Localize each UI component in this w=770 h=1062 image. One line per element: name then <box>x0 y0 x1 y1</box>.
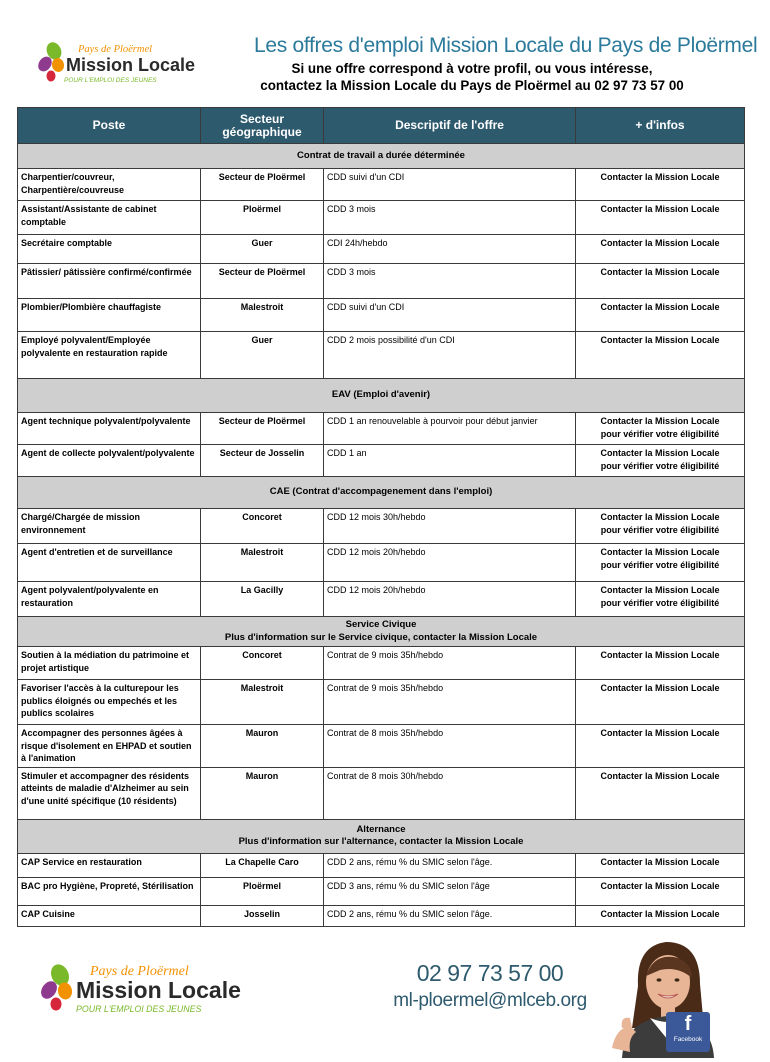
cell-descriptif: CDD 12 mois 20h/hebdo <box>324 582 576 617</box>
subtitle-line-2: contactez la Mission Locale du Pays de Ploërmel au 02 97 73 57 00 <box>260 78 684 93</box>
table-body <box>18 144 745 927</box>
cell-secteur: La Chapelle Caro <box>201 853 324 877</box>
cell-secteur: Guer <box>201 332 324 379</box>
facebook-badge[interactable] <box>666 1012 710 1052</box>
contact-mission-locale: Contacter la Mission Locale <box>600 856 720 867</box>
job-offers-table <box>17 107 745 927</box>
section-header <box>18 617 745 647</box>
section-header-row <box>18 477 745 509</box>
cell-poste: Agent technique polyvalent/polyvalente <box>18 413 201 445</box>
cell-descriptif: CDD suivi d'un CDI <box>324 299 576 332</box>
cell-descriptif: Contrat de 9 mois 35h/hebdo <box>324 647 576 680</box>
cell-descriptif: CDD 12 mois 30h/hebdo <box>324 509 576 544</box>
cell-poste: Chargé/Chargée de mission environnement <box>18 509 201 544</box>
cell-poste: Agent de collecte polyvalent/polyvalente <box>18 445 201 477</box>
cell-poste: Agent polyvalent/polyvalente en restauration <box>18 582 201 617</box>
section-title: Alternance <box>356 823 406 835</box>
facebook-caption: Facebook <box>673 1036 703 1043</box>
cell-descriptif: Contrat de 8 mois 35h/hebdo <box>324 725 576 768</box>
eligibility-note: pour vérifier votre éligibilité <box>600 524 720 535</box>
cell-infos <box>576 582 745 617</box>
eligibility-note: pour vérifier votre éligibilité <box>600 460 720 471</box>
table-row <box>18 201 745 235</box>
contact-mission-locale: Contacter la Mission Locale <box>600 204 720 214</box>
section-header <box>18 819 745 853</box>
table-row <box>18 767 745 819</box>
cell-secteur: Mauron <box>201 725 324 768</box>
contact-mission-locale: Contacter la Mission Locale <box>600 512 720 522</box>
table-row <box>18 582 745 617</box>
eligibility-note: pour vérifier votre éligibilité <box>600 428 720 439</box>
section-header-row <box>18 379 745 413</box>
eligibility-note: pour vérifier votre éligibilité <box>600 597 720 608</box>
logo-name: Mission Locale <box>76 977 241 1003</box>
contact-mission-locale: Contacter la Mission Locale <box>600 728 720 738</box>
cell-infos <box>576 169 745 201</box>
logo-pays: Pays de Ploërmel <box>78 44 153 55</box>
table-row <box>18 647 745 680</box>
cell-infos <box>576 445 745 477</box>
table-row <box>18 509 745 544</box>
table-row <box>18 332 745 379</box>
column-header-poste: Poste <box>18 108 201 144</box>
cell-descriptif: CDI 24h/hebdo <box>324 235 576 264</box>
cell-secteur: Secteur de Josselin <box>201 445 324 477</box>
cell-infos <box>576 299 745 332</box>
contact-mission-locale: Contacter la Mission Locale <box>600 172 720 182</box>
cell-secteur: Guer <box>201 235 324 264</box>
column-header-infos: + d'infos <box>576 108 745 144</box>
cell-poste: CAP Cuisine <box>18 905 201 926</box>
mission-locale-logo <box>38 38 198 90</box>
table-row <box>18 853 745 877</box>
column-header-descriptif: Descriptif de l'offre <box>324 108 576 144</box>
cell-infos <box>576 680 745 725</box>
contact-mission-locale: Contacter la Mission Locale <box>600 416 720 426</box>
mission-locale-logo-footer <box>40 958 252 1020</box>
contact-mission-locale: Contacter la Mission Locale <box>600 547 720 557</box>
cell-descriptif: CDD 2 ans, rému % du SMIC selon l'âge. <box>324 905 576 926</box>
cell-secteur: Malestroit <box>201 544 324 582</box>
logo-tagline: POUR L'EMPLOI DES JEUNES <box>64 77 157 84</box>
contact-mission-locale: Contacter la Mission Locale <box>600 880 720 891</box>
cell-secteur: Secteur de Ploërmel <box>201 169 324 201</box>
contact-mission-locale: Contacter la Mission Locale <box>600 267 720 277</box>
cell-infos <box>576 725 745 768</box>
table-row <box>18 264 745 299</box>
contact-mission-locale: Contacter la Mission Locale <box>600 238 720 248</box>
cell-poste: Favoriser l'accès à la culturepour les publics éloignés ou empechés et les publics scolaires <box>18 680 201 725</box>
contact-mission-locale: Contacter la Mission Locale <box>600 650 720 660</box>
table-row <box>18 544 745 582</box>
cell-secteur: La Gacilly <box>201 582 324 617</box>
contact-phone[interactable]: 02 97 73 57 00 <box>416 960 564 986</box>
cell-descriptif: CDD 1 an <box>324 445 576 477</box>
cell-secteur: Ploërmel <box>201 877 324 905</box>
section-header-row <box>18 617 745 647</box>
cell-poste: Stimuler et accompagner des résidents atteints de maladie d'Alzheimer au sein d'une unité spécifique (10 résidents) <box>18 767 201 819</box>
table-row <box>18 169 745 201</box>
cell-secteur: Concoret <box>201 647 324 680</box>
section-title: Contrat de travail a durée déterminée <box>297 149 465 161</box>
section-header-row <box>18 819 745 853</box>
table-row <box>18 725 745 768</box>
column-header-secteur: Secteur géographique <box>201 108 324 144</box>
page-title: Les offres d'emploi Mission Locale du Pays de Ploërmel <box>254 34 758 57</box>
cell-poste: Soutien à la médiation du patrimoine et projet artistique <box>18 647 201 680</box>
cell-descriptif: CDD 2 mois possibilité d'un CDI <box>324 332 576 379</box>
contact-block <box>380 958 600 1014</box>
table-row <box>18 905 745 926</box>
cell-poste: Charpentier/couvreur, Charpentière/couvreuse <box>18 169 201 201</box>
section-title: EAV (Emploi d'avenir) <box>331 389 431 401</box>
cell-infos <box>576 853 745 877</box>
cell-infos <box>576 413 745 445</box>
contact-mission-locale: Contacter la Mission Locale <box>600 908 720 919</box>
cell-poste: Pâtissier/ pâtissière confirmé/confirmée <box>18 264 201 299</box>
cell-secteur: Mauron <box>201 767 324 819</box>
cell-infos <box>576 647 745 680</box>
cell-secteur: Concoret <box>201 509 324 544</box>
cell-infos <box>576 201 745 235</box>
section-header-row <box>18 144 745 169</box>
section-title: CAE (Contrat d'accompagenement dans l'emploi) <box>269 486 493 498</box>
contact-mission-locale: Contacter la Mission Locale <box>600 448 720 458</box>
cell-descriptif: Contrat de 8 mois 30h/hebdo <box>324 767 576 819</box>
table-row <box>18 235 745 264</box>
cell-descriptif: CDD 1 an renouvelable à pourvoir pour début janvier <box>324 413 576 445</box>
cell-poste: CAP Service en restauration <box>18 853 201 877</box>
section-subtitle: Plus d'information sur le Service civique, contacter la Mission Locale <box>224 631 538 643</box>
cell-descriptif: CDD suivi d'un CDI <box>324 169 576 201</box>
section-header <box>18 477 745 509</box>
cell-secteur: Malestroit <box>201 299 324 332</box>
section-header <box>18 144 745 169</box>
cell-secteur: Josselin <box>201 905 324 926</box>
cell-infos <box>576 544 745 582</box>
cell-infos <box>576 264 745 299</box>
logo-tagline: POUR L'EMPLOI DES JEUNES <box>76 1004 202 1014</box>
cell-infos <box>576 235 745 264</box>
cell-descriptif: CDD 3 ans, rému % du SMIC selon l'âge <box>324 877 576 905</box>
table-row <box>18 877 745 905</box>
logo-pays: Pays de Ploërmel <box>90 964 189 979</box>
cell-secteur: Malestroit <box>201 680 324 725</box>
contact-email[interactable]: ml-ploermel@mlceb.org <box>393 990 587 1011</box>
contact-mission-locale: Contacter la Mission Locale <box>600 302 720 312</box>
table-row <box>18 445 745 477</box>
cell-infos <box>576 767 745 819</box>
cell-secteur: Ploërmel <box>201 201 324 235</box>
page-subtitle <box>254 60 690 94</box>
logo-petals-icon <box>38 40 65 82</box>
cell-infos <box>576 877 745 905</box>
table-row <box>18 680 745 725</box>
eligibility-note: pour vérifier votre éligibilité <box>600 559 720 570</box>
cell-descriptif: CDD 2 ans, rému % du SMIC selon l'âge. <box>324 853 576 877</box>
table-header-row <box>18 108 745 144</box>
logo-name: Mission Locale <box>66 55 196 75</box>
cell-descriptif: Contrat de 9 mois 35h/hebdo <box>324 680 576 725</box>
cell-poste: Plombier/Plombière chauffagiste <box>18 299 201 332</box>
cell-infos <box>576 509 745 544</box>
table-row <box>18 299 745 332</box>
subtitle-line-1: Si une offre correspond à votre profil, ou vous intéresse, <box>291 61 653 76</box>
contact-mission-locale: Contacter la Mission Locale <box>600 585 720 595</box>
logo-petals-icon <box>40 961 73 1010</box>
cell-descriptif: CDD 3 mois <box>324 201 576 235</box>
contact-mission-locale: Contacter la Mission Locale <box>600 683 720 693</box>
cell-secteur: Secteur de Ploërmel <box>201 413 324 445</box>
cell-secteur: Secteur de Ploërmel <box>201 264 324 299</box>
cell-descriptif: CDD 12 mois 20h/hebdo <box>324 544 576 582</box>
cell-descriptif: CDD 3 mois <box>324 264 576 299</box>
cell-poste: Assistant/Assistante de cabinet comptable <box>18 201 201 235</box>
facebook-icon: f <box>684 1013 692 1035</box>
cell-poste: Accompagner des personnes âgées à risque d'isolement en EHPAD et soutien à l'animation <box>18 725 201 768</box>
cell-infos <box>576 905 745 926</box>
cell-poste: Employé polyvalent/Employée polyvalente en restauration rapide <box>18 332 201 379</box>
cell-poste: Secrétaire comptable <box>18 235 201 264</box>
section-header <box>18 379 745 413</box>
contact-mission-locale: Contacter la Mission Locale <box>600 335 720 345</box>
section-title: Service Civique <box>345 619 417 630</box>
contact-mission-locale: Contacter la Mission Locale <box>600 770 720 781</box>
table-row <box>18 413 745 445</box>
cell-poste: BAC pro Hygiène, Propreté, Stérilisation <box>18 877 201 905</box>
cell-poste: Agent d'entretien et de surveillance <box>18 544 201 582</box>
cell-infos <box>576 332 745 379</box>
section-subtitle: Plus d'information sur l'alternance, contacter la Mission Locale <box>238 836 524 847</box>
